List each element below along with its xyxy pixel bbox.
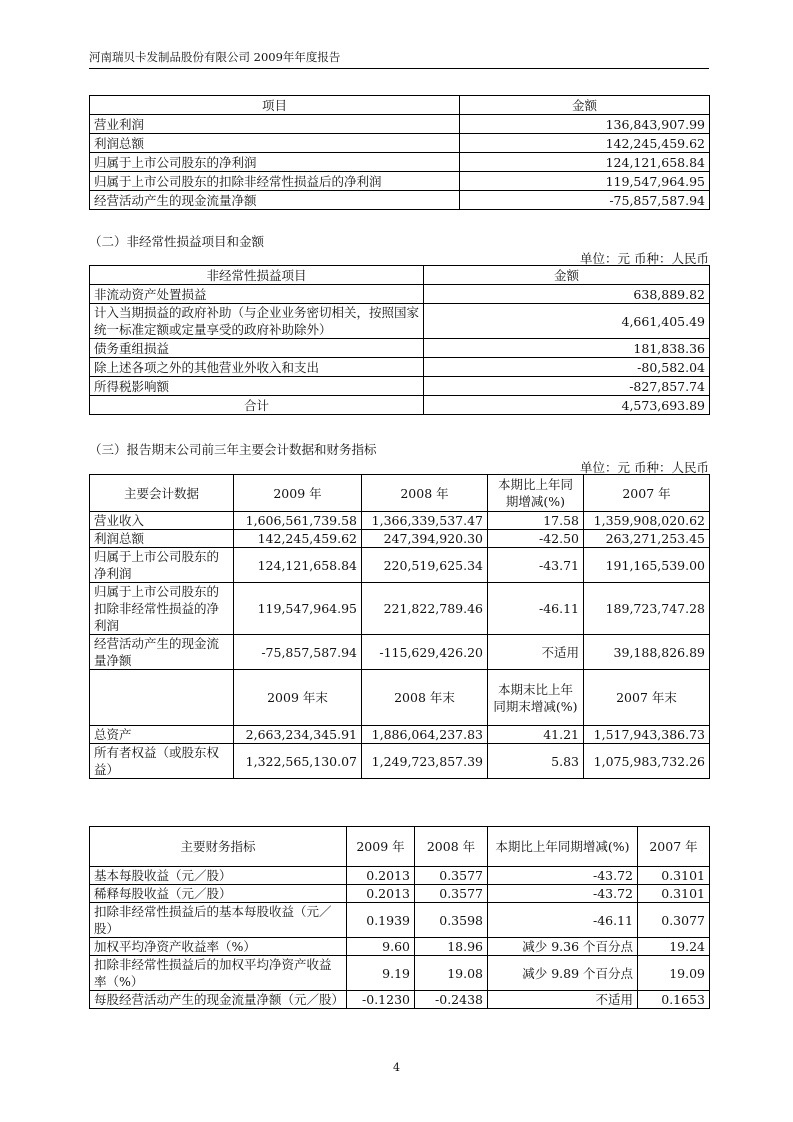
table-row [90, 304, 710, 339]
column-header: 2009 年末 [234, 670, 362, 726]
change-cell: -46.11 [488, 583, 584, 635]
table-row [90, 635, 710, 670]
value-2007: 19.24 [638, 938, 710, 956]
section-title: （三）报告期末公司前三年主要会计数据和财务指标 [89, 442, 377, 457]
row-label: 加权平均净资产收益率（%） [90, 938, 347, 956]
table-row [90, 938, 710, 956]
value-2009: 1,606,561,739.58 [234, 512, 362, 530]
table-row [90, 172, 710, 191]
value-2008: -115,629,426.20 [362, 635, 488, 670]
change-cell: 17.58 [488, 512, 584, 530]
column-header: 主要会计数据 [90, 475, 234, 512]
table-row [90, 726, 710, 744]
value-2009: -0.1230 [347, 991, 415, 1009]
table-row [90, 153, 710, 172]
table-row [90, 583, 710, 635]
value-2009: 0.1939 [347, 903, 415, 938]
row-label: 营业利润 [90, 115, 460, 134]
value-2008: 18.96 [415, 938, 488, 956]
table-row [90, 285, 710, 304]
row-label: 除上述各项之外的其他营业外收入和支出 [90, 358, 424, 377]
row-label: 每股经营活动产生的现金流量净额（元／股） [90, 991, 347, 1009]
unit-label: 单位：元 币种：人民币 [580, 251, 709, 266]
row-label: 归属于上市公司股东的扣除非经常性损益后的净利润 [90, 172, 460, 191]
report-header: 河南瑞贝卡发制品股份有限公司 2009年年度报告 [89, 50, 709, 69]
amount-cell: 4,661,405.49 [424, 304, 710, 339]
amount-cell: -80,582.04 [424, 358, 710, 377]
financial-indicators-table [89, 826, 710, 1009]
column-header: 本期比上年同期增减(%) [488, 475, 584, 512]
value-2009: 2,663,234,345.91 [234, 726, 362, 744]
column-header: 金额 [460, 96, 710, 115]
column-header: 金额 [424, 266, 710, 285]
column-header: 项目 [90, 96, 460, 115]
row-label: 利润总额 [90, 530, 234, 548]
key-profit-table [89, 95, 710, 210]
table-row [90, 867, 710, 885]
value-2007: 1,359,908,020.62 [584, 512, 710, 530]
amount-cell: 119,547,964.95 [460, 172, 710, 191]
change-cell: -43.72 [488, 885, 638, 903]
total-label: 合计 [90, 396, 424, 415]
change-cell: -43.71 [488, 548, 584, 583]
change-cell: -46.11 [488, 903, 638, 938]
value-2008: 247,394,920.30 [362, 530, 488, 548]
value-2009: 0.2013 [347, 867, 415, 885]
column-header: 2009 年 [347, 827, 415, 867]
change-cell: 5.83 [488, 744, 584, 779]
amount-cell: 142,245,459.62 [460, 134, 710, 153]
row-label: 稀释每股收益（元／股） [90, 885, 347, 903]
change-cell: -43.72 [488, 867, 638, 885]
column-header: 2008 年 [415, 827, 488, 867]
amount-cell: -827,857.74 [424, 377, 710, 396]
value-2007: 39,188,826.89 [584, 635, 710, 670]
value-2007: 1,517,943,386.73 [584, 726, 710, 744]
amount-cell: 124,121,658.84 [460, 153, 710, 172]
table-row [90, 744, 710, 779]
value-2007: 263,271,253.45 [584, 530, 710, 548]
value-2008: 221,822,789.46 [362, 583, 488, 635]
non-recurring-gains-table [89, 265, 710, 415]
column-header: 2008 年 [362, 475, 488, 512]
row-label: 归属于上市公司股东的扣除非经常性损益的净利润 [90, 583, 234, 635]
column-header [90, 670, 234, 726]
column-header: 非经常性损益项目 [90, 266, 424, 285]
total-amount: 4,573,693.89 [424, 396, 710, 415]
value-2007: 191,165,539.00 [584, 548, 710, 583]
table-row [90, 134, 710, 153]
value-2008: 1,249,723,857.39 [362, 744, 488, 779]
row-label: 债务重组损益 [90, 339, 424, 358]
column-header: 本期末比上年同期末增减(%) [488, 670, 584, 726]
table-header-row [90, 475, 710, 512]
row-label: 经营活动产生的现金流量净额 [90, 635, 234, 670]
amount-cell: 638,889.82 [424, 285, 710, 304]
value-2009: 124,121,658.84 [234, 548, 362, 583]
row-label: 扣除非经常性损益后的加权平均净资产收益率（%） [90, 956, 347, 991]
page-number: 4 [393, 1061, 400, 1074]
table-row [90, 115, 710, 134]
table-row [90, 191, 710, 210]
row-label: 扣除非经常性损益后的基本每股收益（元／股） [90, 903, 347, 938]
row-label: 归属于上市公司股东的净利润 [90, 153, 460, 172]
table-row [90, 339, 710, 358]
column-header: 2007 年 [584, 475, 710, 512]
value-2008: 0.3577 [415, 867, 488, 885]
row-label: 非流动资产处置损益 [90, 285, 424, 304]
table-row [90, 991, 710, 1009]
row-label: 所得税影响额 [90, 377, 424, 396]
column-header: 主要财务指标 [90, 827, 347, 867]
section-title: （二）非经常性损益项目和金额 [89, 234, 265, 249]
table-row [90, 377, 710, 396]
change-cell: -42.50 [488, 530, 584, 548]
table-row [90, 530, 710, 548]
value-2008: 1,366,339,537.47 [362, 512, 488, 530]
table-row [90, 512, 710, 530]
change-cell: 41.21 [488, 726, 584, 744]
value-2007: 0.3101 [638, 867, 710, 885]
row-label: 利润总额 [90, 134, 460, 153]
value-2009: 119,547,964.95 [234, 583, 362, 635]
value-2009: 9.19 [347, 956, 415, 991]
value-2007: 0.3101 [638, 885, 710, 903]
value-2008: 1,886,064,237.83 [362, 726, 488, 744]
row-label: 经营活动产生的现金流量净额 [90, 191, 460, 210]
value-2009: 142,245,459.62 [234, 530, 362, 548]
value-2008: 0.3598 [415, 903, 488, 938]
value-2008: 19.08 [415, 956, 488, 991]
row-label: 归属于上市公司股东的净利润 [90, 548, 234, 583]
table-row [90, 885, 710, 903]
value-2009: -75,857,587.94 [234, 635, 362, 670]
change-cell: 减少 9.89 个百分点 [488, 956, 638, 991]
table-row [90, 548, 710, 583]
table-row [90, 956, 710, 991]
value-2007: 0.3077 [638, 903, 710, 938]
row-label: 所有者权益（或股东权益） [90, 744, 234, 779]
column-header: 2007 年 [638, 827, 710, 867]
row-label: 基本每股收益（元／股） [90, 867, 347, 885]
row-label: 总资产 [90, 726, 234, 744]
table-header-row [90, 827, 710, 867]
change-cell: 不适用 [488, 635, 584, 670]
value-2008: -0.2438 [415, 991, 488, 1009]
amount-cell: 181,838.36 [424, 339, 710, 358]
row-label: 计入当期损益的政府补助（与企业业务密切相关，按照国家统一标准定额或定量享受的政府补助除外） [90, 304, 424, 339]
value-2009: 1,322,565,130.07 [234, 744, 362, 779]
table-subheader-row [90, 670, 710, 726]
value-2008: 0.3577 [415, 885, 488, 903]
table-row [90, 903, 710, 938]
table-header-row [90, 96, 710, 115]
value-2007: 189,723,747.28 [584, 583, 710, 635]
row-label: 营业收入 [90, 512, 234, 530]
change-cell: 减少 9.36 个百分点 [488, 938, 638, 956]
value-2009: 9.60 [347, 938, 415, 956]
value-2007: 19.09 [638, 956, 710, 991]
amount-cell: -75,857,587.94 [460, 191, 710, 210]
column-header: 2009 年 [234, 475, 362, 512]
total-row [90, 396, 710, 415]
value-2007: 0.1653 [638, 991, 710, 1009]
column-header: 2007 年末 [584, 670, 710, 726]
value-2007: 1,075,983,732.26 [584, 744, 710, 779]
table-row [90, 358, 710, 377]
column-header: 本期比上年同期增减(%) [488, 827, 638, 867]
table-header-row [90, 266, 710, 285]
accounting-data-table [89, 474, 710, 779]
amount-cell: 136,843,907.99 [460, 115, 710, 134]
value-2009: 0.2013 [347, 885, 415, 903]
change-cell: 不适用 [488, 991, 638, 1009]
unit-label: 单位：元 币种：人民币 [580, 460, 709, 475]
value-2008: 220,519,625.34 [362, 548, 488, 583]
column-header: 2008 年末 [362, 670, 488, 726]
